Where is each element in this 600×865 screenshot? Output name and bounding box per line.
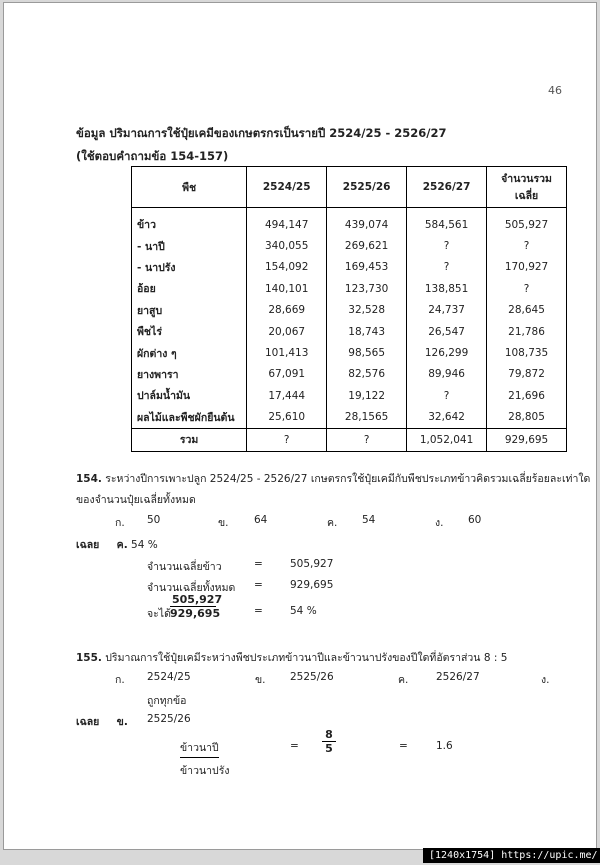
table-total-row [132,428,567,451]
table-row [132,278,567,299]
q154-work-value-2: 929,695 [290,579,334,591]
cell-value: ? [487,235,567,256]
q155-fraction [322,728,336,755]
q154-answer [76,536,158,553]
cell-value: 19,122 [327,385,407,406]
cell-value: ? [407,385,487,406]
q155-line [76,649,507,666]
cell-value: 32,528 [327,300,407,321]
q155-choice-b-value: 2525/26 [290,671,334,683]
header-year-3: 2526/27 [407,167,487,208]
cell-value: 154,092 [247,257,327,278]
q155-answer [76,713,128,730]
q155-number: 155. [76,652,102,664]
fraction-denominator: 929,695 [170,607,221,620]
q155-choice-d-value: ถูกทุกข้อ [147,695,187,707]
cell-value: 28,805 [487,407,567,429]
cell-value: 25,610 [247,407,327,429]
answer-label: เฉลย [76,539,100,551]
total-label: รวม [132,428,247,451]
q155-ratio-num-label: ข้าวนาปี [180,739,219,758]
q154-line2: ของจำนวนปุ๋ยเฉลี่ยทั้งหมด [76,494,196,506]
data-subtitle: (ใช้ตอบคำถามข้อ 154-157) [76,149,229,163]
q154-choice-a: ก. [115,517,125,529]
cell-crop: ผักต่าง ๆ [132,342,247,363]
cell-crop: อ้อย [132,278,247,299]
cell-value: 79,872 [487,364,567,385]
cell-crop: ผลไม้และพืชผักยืนต้น [132,407,247,429]
table-row [132,235,567,256]
header-average: จำนวนรวม เฉลี่ย [487,167,567,208]
table-row [132,321,567,342]
answer-choice: ค. [116,539,128,551]
answer-label: เฉลย [76,716,100,728]
cell-value: 138,851 [407,278,487,299]
q155-choice-a: ก. [115,674,125,686]
cell-value: ? [407,257,487,278]
q155-result: 1.6 [436,740,453,752]
fraction-denominator: 5 [325,742,333,755]
cell-value: ? [487,278,567,299]
q154-work-eq-3: = [254,605,263,617]
q155-ratio-den-label: ข้าวนาปรัง [180,765,230,777]
q154-choice-a-value: 50 [147,514,161,526]
cell-crop: ข้าว [132,208,247,236]
q154-fraction [170,593,223,620]
fraction-numerator: 8 [322,728,336,742]
cell-value: ? [327,428,407,451]
cell-value: 89,946 [407,364,487,385]
q155-choice-d: ง. [541,674,550,686]
cell-value: 21,786 [487,321,567,342]
cell-value: 32,642 [407,407,487,429]
fertilizer-table [131,166,567,452]
page-number: 46 [548,84,562,97]
cell-value: 505,927 [487,208,567,236]
cell-crop: ยาสูบ [132,300,247,321]
cell-value: 20,067 [247,321,327,342]
table-header-row [132,167,567,208]
cell-crop: ยางพารา [132,364,247,385]
cell-value: 18,743 [327,321,407,342]
header-crop: พืช [132,167,247,208]
cell-crop: พืชไร่ [132,321,247,342]
table-row [132,208,567,236]
cell-value: ? [407,235,487,256]
q154-choice-d: ง. [435,517,444,529]
table-row [132,300,567,321]
cell-value: 340,055 [247,235,327,256]
cell-value: 140,101 [247,278,327,299]
cell-value: 26,547 [407,321,487,342]
cell-value: 67,091 [247,364,327,385]
cell-value: 494,147 [247,208,327,236]
cell-crop: - นาปี [132,235,247,256]
table-row [132,342,567,363]
q154-work-prefix: จะได้ [147,608,171,620]
cell-value: 101,413 [247,342,327,363]
q155-choice-c-value: 2526/27 [436,671,480,683]
q154-choice-c-value: 54 [362,514,376,526]
q154-number: 154. [76,473,102,485]
cell-value: 98,565 [327,342,407,363]
cell-value: 108,735 [487,342,567,363]
table-row [132,407,567,429]
table-row [132,257,567,278]
cell-crop: - นาปรัง [132,257,247,278]
image-host-footer: [1240x1754] https://upic.me/ [423,848,600,863]
cell-value: 439,074 [327,208,407,236]
q154-choice-b: ข. [218,517,229,529]
q154-work-eq-2: = [254,579,263,591]
cell-value: 28,645 [487,300,567,321]
cell-crop: ปาล์มน้ำมัน [132,385,247,406]
q154-work-label-2: จำนวนเฉลี่ยทั้งหมด [147,582,236,594]
answer-value: 54 % [131,539,158,551]
q154-work-eq-1: = [254,558,263,570]
q155-choice-c: ค. [398,674,409,686]
data-title: ข้อมูล ปริมาณการใช้ปุ๋ยเคมีของเกษตรกรเป็นรายปี 2524/25 - 2526/27 [76,126,447,140]
cell-value: 929,695 [487,428,567,451]
q155-eq-2: = [399,740,408,752]
answer-choice: ข. [116,716,128,728]
q155-text: ปริมาณการใช้ปุ๋ยเคมีระหว่างพืชประเภทข้าวนาปีและข้าวนาปรังของปีใดที่อัตราส่วน 8 : 5 [105,652,508,664]
q155-choice-a-value: 2524/25 [147,671,191,683]
q154-text: ระหว่างปีการเพาะปลูก 2524/25 - 2526/27 เกษตรกรใช้ปุ๋ยเคมีกับพืชประเภทข้าวคิดรวมเฉลี่ยร้อยละเท่าใด [105,473,591,485]
cell-value: 21,696 [487,385,567,406]
cell-value: 24,737 [407,300,487,321]
table-row [132,364,567,385]
q154-choice-d-value: 60 [468,514,482,526]
cell-value: 126,299 [407,342,487,363]
cell-value: 1,052,041 [407,428,487,451]
q155-eq-1: = [290,740,299,752]
header-year-1: 2524/25 [247,167,327,208]
cell-value: 170,927 [487,257,567,278]
cell-value: 28,1565 [327,407,407,429]
cell-value: 269,621 [327,235,407,256]
q154-choice-c: ค. [327,517,338,529]
q154-line1 [76,470,590,487]
q154-work-label-1: จำนวนเฉลี่ยข้าว [147,561,222,573]
cell-value: 584,561 [407,208,487,236]
cell-value: 17,444 [247,385,327,406]
q155-choice-b: ข. [255,674,266,686]
q154-work-value-1: 505,927 [290,558,334,570]
cell-value: ? [247,428,327,451]
table-row [132,385,567,406]
cell-value: 169,453 [327,257,407,278]
q154-work-value-3: 54 % [290,605,317,617]
cell-value: 123,730 [327,278,407,299]
q154-choice-b-value: 64 [254,514,268,526]
fraction-numerator: 505,927 [172,593,223,606]
cell-value: 82,576 [327,364,407,385]
q155-answer-value: 2525/26 [147,713,191,725]
cell-value: 28,669 [247,300,327,321]
header-year-2: 2525/26 [327,167,407,208]
